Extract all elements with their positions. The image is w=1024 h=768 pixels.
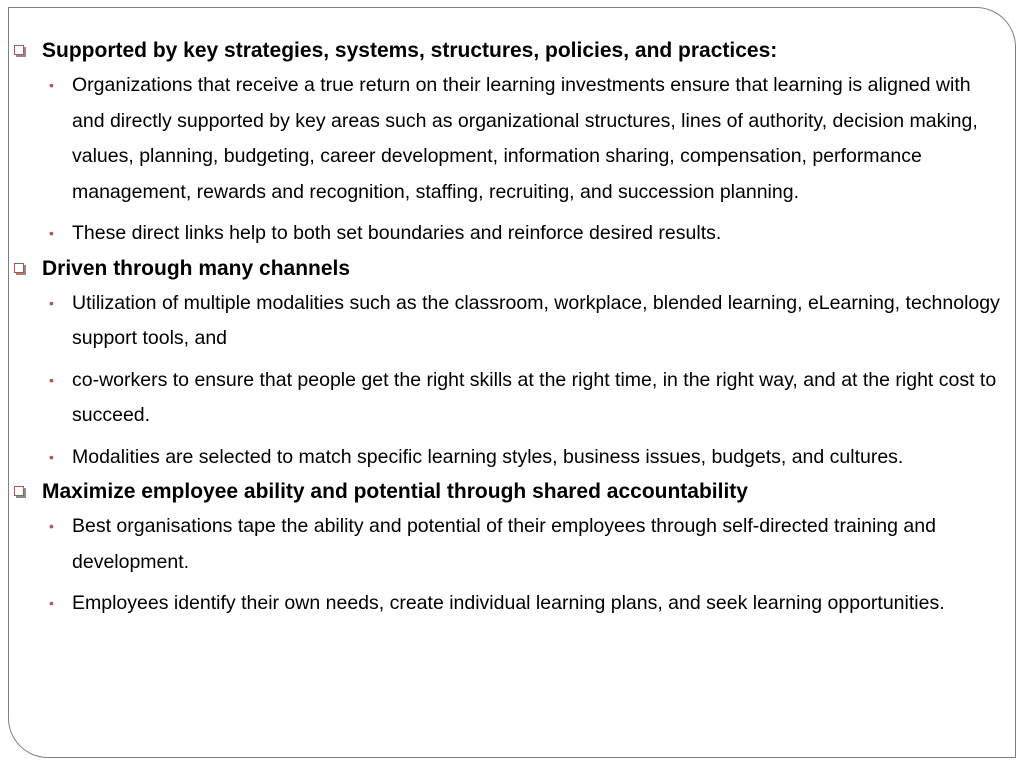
list-item-text: These direct links help to both set boundaries and reinforce desired results. (72, 222, 722, 244)
section-heading-text: Driven through many channels (42, 256, 351, 280)
section-heading (14, 254, 1004, 284)
dot-bullet-icon: • (49, 518, 54, 534)
list-item-text: co-workers to ensure that people get the right skills at the right time, in the right way, and at the right cost to succeed. (72, 368, 997, 426)
dot-bullet-icon: • (49, 448, 54, 465)
dot-bullet-icon: • (49, 294, 54, 311)
list-item (14, 440, 1004, 476)
list-item (14, 68, 1004, 210)
dot-bullet-icon: • (49, 225, 54, 241)
list-item-text: Best organisations tape the ability and potential of their employees through self-directed training and development. (72, 515, 936, 573)
list-item-text: Organizations that receive a true return on their learning investments ensure that learning is aligned with and directly supported by key areas such as organizational structures, lines of authority, decision making, values, planning, budgeting, career development, information sharing, compensation, performance management, rewards and recognition, staffing, recruiting, and succession planning. (72, 74, 978, 203)
section-heading-text: Maximize employee ability and potential through shared accountability (42, 480, 748, 503)
section-maximize-employee-ability (14, 477, 1004, 622)
dot-bullet-icon: • (49, 77, 54, 93)
square-box-bullet-icon (14, 263, 24, 273)
section-heading (14, 36, 1004, 66)
section-supported-by-key-strategies (14, 36, 1004, 252)
bullet-list (14, 68, 1004, 252)
dot-bullet-icon: • (49, 371, 54, 388)
square-box-bullet-icon (14, 45, 24, 55)
list-item (14, 509, 1004, 580)
bullet-list (14, 509, 1004, 622)
section-heading (14, 477, 1004, 507)
list-item (14, 286, 1004, 357)
dot-bullet-icon: • (49, 595, 54, 611)
list-item (14, 586, 1004, 622)
bullet-list (14, 286, 1004, 476)
square-box-bullet-icon (14, 486, 24, 496)
slide-content (14, 36, 1004, 622)
list-item (14, 363, 1004, 434)
list-item-text: Employees identify their own needs, create individual learning plans, and seek learning opportunities. (72, 592, 945, 614)
list-item-text: Modalities are selected to match specific learning styles, business issues, budgets, and cultures. (72, 445, 904, 468)
section-driven-through-channels (14, 254, 1004, 476)
section-heading-text: Supported by key strategies, systems, structures, policies, and practices: (42, 39, 778, 62)
list-item (14, 216, 1004, 252)
list-item-text: Utilization of multiple modalities such as the classroom, workplace, blended learning, eLearning, technology support tools, and (72, 291, 1000, 349)
